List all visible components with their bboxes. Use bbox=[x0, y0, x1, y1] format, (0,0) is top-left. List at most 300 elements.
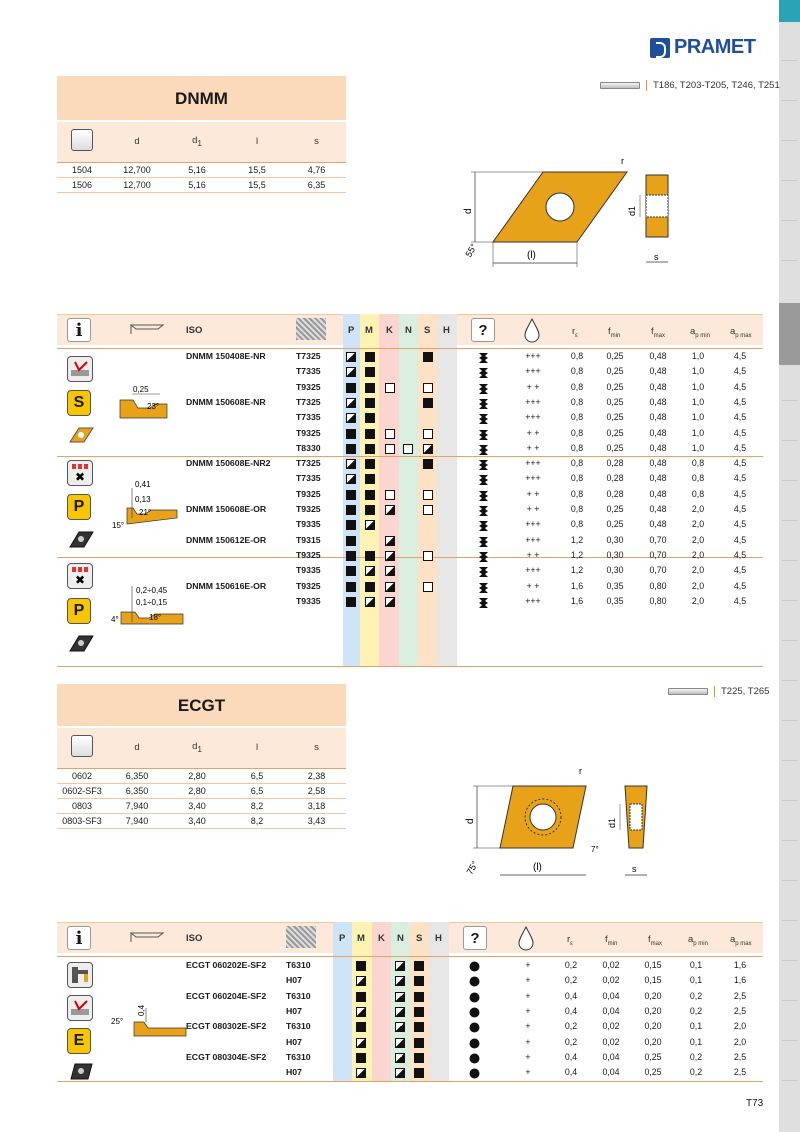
dim-s: 2,58 bbox=[287, 783, 346, 798]
header-k: K bbox=[378, 933, 385, 944]
ecgt-holder-ref bbox=[668, 686, 769, 697]
suitability-m-icon bbox=[356, 961, 366, 971]
header-apmax: $a_{p max}$ bbox=[730, 934, 752, 947]
suitability-p-icon bbox=[346, 536, 356, 546]
iso-code: ECGT 080302E-SF2 bbox=[186, 1021, 267, 1032]
suitability-m-icon bbox=[365, 459, 375, 469]
ecgt-dim-header-s: s bbox=[287, 728, 346, 768]
suitability-m-icon bbox=[365, 429, 375, 439]
header-fmax: $f_{max}$ bbox=[648, 934, 662, 947]
dnmm-title: DNMM bbox=[57, 76, 346, 120]
suitability-k-icon bbox=[385, 429, 395, 439]
value-fmin: 0,28 bbox=[606, 488, 624, 499]
insert-black-icon bbox=[67, 632, 95, 656]
value-q: + bbox=[525, 1067, 531, 1078]
dim-s: 4,76 bbox=[287, 162, 346, 177]
value-rc: 0,4 bbox=[564, 990, 578, 1001]
iso-code: DNMM 150608E-OR bbox=[186, 504, 267, 514]
table-row bbox=[0, 457, 780, 472]
value-fmax: 0,48 bbox=[649, 366, 667, 377]
table-row bbox=[0, 411, 780, 426]
value-apmin: 0,2 bbox=[689, 990, 703, 1001]
value-fmin: 0,04 bbox=[602, 990, 620, 1001]
value-fmin: 0,04 bbox=[602, 1067, 620, 1078]
chip-circle-icon bbox=[469, 1038, 480, 1052]
header-fmin: $f_{min}$ bbox=[605, 934, 618, 947]
suitability-s-icon bbox=[414, 1038, 424, 1048]
suitability-s-icon bbox=[423, 551, 433, 561]
suitability-p-icon bbox=[346, 398, 356, 408]
value-fmax: 0,48 bbox=[649, 351, 667, 361]
suitability-n-icon bbox=[395, 1038, 405, 1048]
dim-d: 12,700 bbox=[107, 177, 167, 192]
table-row bbox=[0, 350, 780, 365]
dnmm-dim-header-d: d bbox=[107, 122, 167, 162]
value-apmin: 0,8 bbox=[691, 458, 705, 469]
grade: T6310 bbox=[286, 1021, 311, 1032]
value-fmax: 0,25 bbox=[644, 1067, 662, 1078]
value-fmin: 0,30 bbox=[606, 565, 624, 576]
value-rc: 1,2 bbox=[570, 534, 584, 545]
suitability-m-icon bbox=[365, 582, 375, 592]
suitability-m-icon bbox=[365, 490, 375, 500]
suitability-m-icon bbox=[365, 413, 375, 423]
dnmm-dim-header-d1: $d_1$ bbox=[167, 122, 227, 162]
geometry-profile-icon bbox=[130, 322, 164, 336]
header-apmin: $a_{p min}$ bbox=[688, 934, 708, 947]
suitability-m-icon bbox=[365, 352, 375, 362]
suitability-m-icon bbox=[356, 992, 366, 1002]
value-apmin: 2,0 bbox=[691, 534, 705, 545]
value-apmax: 2,0 bbox=[733, 1021, 747, 1032]
dim-d: 6,350 bbox=[107, 768, 167, 783]
value-rc: 0,8 bbox=[570, 427, 584, 438]
value-rc: 0,8 bbox=[570, 519, 584, 530]
iso-code: DNMM 150616E-OR bbox=[186, 580, 267, 591]
suitability-s-icon bbox=[414, 1007, 424, 1017]
value-q: + + bbox=[526, 381, 540, 392]
suitability-m-icon bbox=[365, 444, 375, 454]
active-index-tab[interactable] bbox=[779, 0, 800, 22]
ecgt-dim-header-d1: $d_1$ bbox=[167, 728, 227, 768]
geo-label: 25° bbox=[111, 1017, 124, 1026]
header-m: M bbox=[365, 325, 373, 336]
grade: T9315 bbox=[296, 534, 321, 545]
table-row bbox=[0, 959, 780, 974]
value-fmax: 0,15 bbox=[644, 975, 662, 986]
question-icon[interactable]: ? bbox=[471, 318, 495, 342]
coolant-drop-icon bbox=[516, 925, 536, 951]
suitability-s-icon bbox=[423, 429, 433, 439]
suitability-p-icon bbox=[346, 383, 356, 393]
value-rc: 0,2 bbox=[564, 975, 578, 986]
ecgt-draw-d1: d1 bbox=[607, 817, 617, 828]
value-apmax: 1,6 bbox=[733, 960, 747, 970]
dnmm-draw-l: (l) bbox=[527, 250, 536, 261]
ecgt-holder-refs: T225, T265 bbox=[721, 686, 770, 697]
value-fmax: 0,70 bbox=[649, 549, 667, 560]
suitability-p-icon bbox=[346, 520, 356, 530]
value-fmax: 0,48 bbox=[649, 504, 667, 514]
chip-circle-icon bbox=[469, 1007, 480, 1021]
value-rc: 0,2 bbox=[564, 1021, 578, 1032]
value-q: +++ bbox=[525, 473, 541, 484]
ecgt-insert-drawing bbox=[455, 760, 685, 890]
header-rc: $r_\varepsilon$ bbox=[572, 326, 578, 339]
table-row bbox=[0, 427, 780, 442]
pramet-logo bbox=[650, 36, 755, 59]
grade: T9335 bbox=[296, 519, 321, 530]
geo-label: 0,41 bbox=[135, 480, 151, 489]
value-fmax: 0,48 bbox=[649, 519, 667, 530]
header-h: H bbox=[435, 933, 442, 944]
value-apmin: 0,2 bbox=[689, 1051, 703, 1062]
value-apmin: 1,0 bbox=[691, 412, 705, 423]
value-apmax: 4,5 bbox=[733, 351, 747, 361]
chip-circle-icon bbox=[469, 1068, 480, 1082]
svg-text:✖: ✖ bbox=[75, 573, 86, 587]
value-apmax: 4,5 bbox=[733, 396, 747, 407]
suitability-k-icon bbox=[385, 490, 395, 500]
value-rc: 0,8 bbox=[570, 366, 584, 377]
value-apmin: 0,1 bbox=[689, 975, 703, 986]
grade: T9335 bbox=[296, 565, 321, 576]
coolant-drop-icon bbox=[522, 317, 542, 343]
table-row bbox=[0, 580, 780, 595]
table-row bbox=[0, 488, 780, 503]
dim-d1: 3,40 bbox=[167, 813, 227, 828]
value-apmin: 0,1 bbox=[689, 1036, 703, 1047]
value-apmin: 1,0 bbox=[691, 442, 705, 453]
p-badge: P bbox=[67, 494, 91, 520]
suitability-k-icon bbox=[385, 383, 395, 393]
value-q: + bbox=[525, 1051, 531, 1062]
suitability-m-icon bbox=[365, 597, 375, 607]
table-row bbox=[0, 503, 780, 518]
value-rc: 0,8 bbox=[570, 458, 584, 469]
value-q: +++ bbox=[525, 366, 541, 377]
chip-breaker-icon bbox=[478, 597, 489, 612]
suitability-s-icon bbox=[423, 444, 433, 454]
iso-code: DNMM 150408E-NR bbox=[186, 351, 266, 361]
value-apmax: 4,5 bbox=[733, 442, 747, 453]
dim-l: 8,2 bbox=[227, 798, 287, 813]
value-fmin: 0,30 bbox=[606, 549, 624, 560]
dnmm-holder-ref bbox=[600, 80, 780, 91]
iso-header: ISO bbox=[186, 325, 203, 336]
header-apmax: $a_{p max}$ bbox=[730, 326, 752, 339]
suitability-m-icon bbox=[365, 398, 375, 408]
suitability-s-icon bbox=[423, 505, 433, 515]
dim-l: 8,2 bbox=[227, 813, 287, 828]
value-fmin: 0,28 bbox=[606, 473, 624, 484]
value-q: + bbox=[525, 990, 531, 1001]
dnmm-holder-refs: T186, T203-T205, T246, T251 bbox=[653, 80, 780, 91]
suitability-k-icon bbox=[385, 582, 395, 592]
value-rc: 0,8 bbox=[570, 381, 584, 392]
header-h: H bbox=[443, 325, 450, 336]
suitability-p-icon bbox=[346, 429, 356, 439]
geo-label: 21° bbox=[139, 508, 152, 517]
grade: T9325 bbox=[296, 488, 321, 499]
suitability-s-icon bbox=[414, 1068, 424, 1078]
ecgt-title: ECGT bbox=[57, 684, 346, 726]
suitability-s-icon bbox=[414, 961, 424, 971]
grade: H07 bbox=[286, 1005, 302, 1016]
table-row bbox=[0, 1005, 780, 1020]
suitability-m-icon bbox=[365, 505, 375, 515]
ecgt-dimension-table bbox=[57, 728, 346, 829]
value-fmin: 0,25 bbox=[606, 351, 624, 361]
info-icon[interactable]: i bbox=[67, 318, 91, 342]
suitability-k-icon bbox=[385, 536, 395, 546]
suitability-m-icon bbox=[365, 367, 375, 377]
value-apmax: 4,5 bbox=[733, 534, 747, 545]
value-rc: 0,4 bbox=[564, 1067, 578, 1078]
toolholder-icon bbox=[600, 82, 640, 89]
table-row bbox=[57, 798, 346, 813]
ecgt-draw-r: r bbox=[579, 766, 582, 776]
suitability-m-icon bbox=[365, 566, 375, 576]
value-apmin: 2,0 bbox=[691, 565, 705, 576]
suitability-p-icon bbox=[346, 490, 356, 500]
question-icon[interactable]: ? bbox=[463, 926, 487, 950]
value-apmin: 2,0 bbox=[691, 504, 705, 514]
suitability-p-icon bbox=[346, 474, 356, 484]
value-rc: 1,2 bbox=[570, 549, 584, 560]
dnmm-draw-d: d bbox=[463, 208, 474, 214]
value-fmin: 0,02 bbox=[602, 1021, 620, 1032]
value-apmin: 0,2 bbox=[689, 1067, 703, 1078]
chip-circle-icon bbox=[469, 992, 480, 1006]
dim-d: 6,350 bbox=[107, 783, 167, 798]
value-fmax: 0,48 bbox=[649, 427, 667, 438]
value-fmin: 0,35 bbox=[606, 595, 624, 606]
value-fmin: 0,25 bbox=[606, 519, 624, 530]
value-q: +++ bbox=[525, 396, 541, 407]
value-apmax: 4,5 bbox=[733, 381, 747, 392]
value-fmin: 0,02 bbox=[602, 975, 620, 986]
table-row bbox=[0, 518, 780, 533]
dim-d1: 5,16 bbox=[167, 162, 227, 177]
section-index-tab[interactable] bbox=[779, 303, 800, 365]
right-index-sidebar bbox=[779, 0, 800, 1132]
value-apmin: 2,0 bbox=[691, 519, 705, 530]
value-fmax: 0,20 bbox=[644, 1005, 662, 1016]
value-fmin: 0,04 bbox=[602, 1051, 620, 1062]
suitability-m-icon bbox=[356, 1007, 366, 1017]
table-row bbox=[0, 1036, 780, 1051]
p-badge: P bbox=[67, 598, 91, 624]
value-apmax: 2,0 bbox=[733, 1036, 747, 1047]
value-rc: 0,8 bbox=[570, 351, 584, 361]
suitability-m-icon bbox=[365, 520, 375, 530]
grade: T9325 bbox=[296, 504, 321, 514]
value-q: +++ bbox=[525, 458, 541, 469]
value-fmax: 0,70 bbox=[649, 534, 667, 545]
suitability-n-icon bbox=[395, 961, 405, 971]
suitability-m-icon bbox=[356, 1068, 366, 1078]
suitability-k-icon bbox=[385, 566, 395, 576]
value-rc: 0,8 bbox=[570, 488, 584, 499]
value-apmax: 2,5 bbox=[733, 1005, 747, 1016]
iso-code: DNMM 150612E-OR bbox=[186, 534, 267, 545]
table-row bbox=[0, 381, 780, 396]
value-fmax: 0,20 bbox=[644, 1021, 662, 1032]
chip-circle-icon bbox=[469, 1022, 480, 1036]
suitability-n-icon bbox=[395, 1053, 405, 1063]
value-fmax: 0,48 bbox=[649, 442, 667, 453]
value-apmax: 4,5 bbox=[733, 488, 747, 499]
grade: T9325 bbox=[296, 580, 321, 591]
value-apmax: 2,5 bbox=[733, 990, 747, 1001]
value-apmax: 4,5 bbox=[733, 519, 747, 530]
value-q: + + bbox=[526, 442, 540, 453]
value-fmax: 0,20 bbox=[644, 1036, 662, 1047]
value-apmax: 4,5 bbox=[733, 595, 747, 606]
dnmm-dimension-table bbox=[57, 122, 346, 193]
dim-s: 6,35 bbox=[287, 177, 346, 192]
value-apmax: 4,5 bbox=[733, 458, 747, 469]
value-fmax: 0,48 bbox=[649, 488, 667, 499]
suitability-p-icon bbox=[346, 582, 356, 592]
value-apmin: 0,2 bbox=[689, 1005, 703, 1016]
value-apmax: 4,5 bbox=[733, 504, 747, 514]
header-m: M bbox=[357, 933, 365, 944]
table-row bbox=[0, 990, 780, 1005]
iso-code: ECGT 060204E-SF2 bbox=[186, 990, 267, 1001]
suitability-k-icon bbox=[385, 597, 395, 607]
suitability-p-icon bbox=[346, 505, 356, 515]
suitability-s-icon bbox=[423, 352, 433, 362]
value-rc: 0,8 bbox=[570, 396, 584, 407]
grade: H07 bbox=[286, 1067, 302, 1078]
dim-d1: 2,80 bbox=[167, 783, 227, 798]
dnmm-insert-drawing bbox=[455, 150, 685, 275]
suitability-p-icon bbox=[346, 597, 356, 607]
dnmm-dim-header-s: s bbox=[287, 122, 346, 162]
suitability-k-icon bbox=[385, 551, 395, 561]
value-apmin: 0,8 bbox=[691, 473, 705, 484]
suitability-s-icon bbox=[414, 976, 424, 986]
chip-circle-icon bbox=[469, 976, 480, 990]
suitability-k-icon bbox=[385, 444, 395, 454]
suitability-s-icon bbox=[423, 490, 433, 500]
geo-label: 23° bbox=[147, 402, 160, 411]
value-fmin: 0,02 bbox=[602, 1036, 620, 1047]
dim-size: 0602 bbox=[57, 768, 107, 783]
dnmm-draw-angle: 55° bbox=[463, 241, 479, 259]
value-apmax: 4,5 bbox=[733, 549, 747, 560]
table-row bbox=[0, 534, 780, 549]
value-fmax: 0,48 bbox=[649, 381, 667, 392]
iso-code: ECGT 060202E-SF2 bbox=[186, 960, 267, 970]
value-fmin: 0,25 bbox=[606, 396, 624, 407]
ecgt-draw-clear: 7° bbox=[591, 845, 599, 854]
value-apmin: 1,0 bbox=[691, 427, 705, 438]
value-fmax: 0,80 bbox=[649, 595, 667, 606]
suitability-k-icon bbox=[385, 505, 395, 515]
suitability-m-icon bbox=[356, 1038, 366, 1048]
value-apmax: 4,5 bbox=[733, 473, 747, 484]
value-fmax: 0,48 bbox=[649, 473, 667, 484]
geo-label: 0,25 bbox=[133, 385, 149, 394]
grade: T7335 bbox=[296, 412, 321, 423]
header-n: N bbox=[405, 325, 412, 336]
dnmm-draw-s: s bbox=[654, 252, 659, 262]
grade: H07 bbox=[286, 1036, 302, 1047]
value-rc: 0,4 bbox=[564, 1005, 578, 1016]
value-apmax: 4,5 bbox=[733, 565, 747, 576]
dim-size: 0803 bbox=[57, 798, 107, 813]
table-row bbox=[0, 1051, 780, 1066]
suitability-s-icon bbox=[414, 992, 424, 1002]
dim-l: 6,5 bbox=[227, 768, 287, 783]
suitability-p-icon bbox=[346, 352, 356, 362]
ecgt-draw-angle: 75° bbox=[464, 859, 481, 877]
table-row bbox=[57, 813, 346, 828]
dim-l: 15,5 bbox=[227, 162, 287, 177]
value-q: + + bbox=[526, 549, 540, 560]
grade-texture-icon bbox=[286, 926, 316, 948]
suitability-s-icon bbox=[423, 459, 433, 469]
value-apmin: 0,8 bbox=[691, 488, 705, 499]
value-fmin: 0,25 bbox=[606, 442, 624, 453]
grade: H07 bbox=[286, 975, 302, 986]
table-row bbox=[0, 1020, 780, 1035]
value-q: + + bbox=[526, 427, 540, 438]
iso-code: DNMM 150608E-NR2 bbox=[186, 458, 271, 469]
value-fmin: 0,04 bbox=[602, 1005, 620, 1016]
dnmm-draw-r: r bbox=[621, 156, 624, 166]
grade: T7335 bbox=[296, 366, 321, 377]
value-rc: 0,4 bbox=[564, 1051, 578, 1062]
grade: T7325 bbox=[296, 396, 321, 407]
value-fmin: 0,25 bbox=[606, 504, 624, 514]
table-row bbox=[57, 768, 346, 783]
suitability-s-icon bbox=[423, 582, 433, 592]
value-q: + bbox=[525, 1021, 531, 1032]
geo-label: 0,13 bbox=[135, 495, 151, 504]
dim-l: 6,5 bbox=[227, 783, 287, 798]
value-q: + bbox=[525, 960, 531, 970]
header-apmin: $a_{p min}$ bbox=[690, 326, 710, 339]
value-fmax: 0,48 bbox=[649, 412, 667, 423]
value-fmin: 0,25 bbox=[606, 427, 624, 438]
grade: T9325 bbox=[296, 381, 321, 392]
grade: T9325 bbox=[296, 549, 321, 560]
toolholder-icon bbox=[668, 688, 708, 695]
suitability-s-icon bbox=[423, 383, 433, 393]
value-apmin: 0,1 bbox=[689, 1021, 703, 1032]
ecgt-dim-header-l: l bbox=[227, 728, 287, 768]
header-fmax: $f_{max}$ bbox=[651, 326, 665, 339]
value-apmin: 1,0 bbox=[691, 381, 705, 392]
value-fmin: 0,30 bbox=[606, 534, 624, 545]
svg-text:✖: ✖ bbox=[75, 470, 86, 484]
chip-circle-icon bbox=[469, 1053, 480, 1067]
info-icon[interactable]: i bbox=[67, 926, 91, 950]
table-row bbox=[0, 564, 780, 579]
table-row bbox=[57, 783, 346, 798]
value-apmin: 2,0 bbox=[691, 580, 705, 591]
suitability-p-icon bbox=[346, 367, 356, 377]
geometry-profile-icon bbox=[130, 930, 164, 944]
value-rc: 1,2 bbox=[570, 565, 584, 576]
value-fmax: 0,25 bbox=[644, 1051, 662, 1062]
value-fmin: 0,35 bbox=[606, 580, 624, 591]
value-rc: 0,8 bbox=[570, 412, 584, 423]
